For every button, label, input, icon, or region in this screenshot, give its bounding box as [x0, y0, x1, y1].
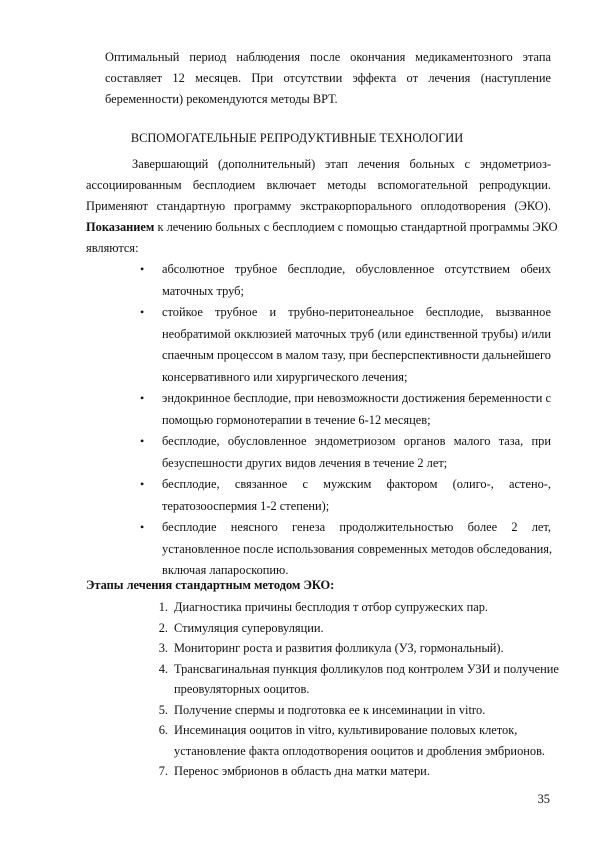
bullet-dot: • — [140, 520, 145, 534]
stage-item-line: Стимуляция суперовуляции. — [174, 620, 324, 635]
stage-item-line: Перенос эмбрионов в область дна матки матери. — [174, 764, 430, 778]
bullet-item-line: бесплодие, обусловленное эндометриозом органов малого таза, при — [162, 434, 551, 448]
paragraph-line: Оптимальный период наблюдения после окончания медикаментозного этапа — [105, 50, 551, 64]
bullet-item-line: спаечным процессом в малом тазу, при бесперспективности дальнейшего — [162, 348, 551, 362]
paragraph-line: составляет 12 месяцев. При отсутствии эффекта от лечения (наступление — [105, 71, 551, 85]
bullet-item-line: помощью гормонотерапии в течение 6-12 месяцев; — [162, 412, 431, 427]
section-heading: ВСПОМОГАТЕЛЬНЫЕ РЕПРОДУКТИВНЫЕ ТЕХНОЛОГИИ — [130, 131, 464, 145]
bullet-item-line: включая лапароскопию. — [162, 563, 289, 577]
paragraph-line: Завершающий (дополнительный) этап лечения больных с эндометриоз- — [132, 157, 551, 171]
bullet-item-line: абсолютное трубное бесплодие, обусловленное отсутствием обеих — [162, 262, 551, 276]
bullet-dot: • — [140, 477, 145, 491]
stage-number: 3. — [158, 641, 168, 655]
paragraph-line: ассоциированным бесплодием включает методы вспомогательной репродукции. — [86, 178, 551, 192]
stages-title-text: Этапы лечения стандартным методом ЭКО: — [86, 578, 335, 592]
bullet-item-line: тератозооспермия 1-2 степени); — [162, 498, 330, 513]
bold-term: Показанием — [86, 220, 155, 234]
stage-item-line: преовуляторных ооцитов. — [174, 682, 310, 696]
bullet-dot: • — [140, 262, 145, 276]
bullet-item-line: консервативного или хирургического лечения; — [162, 369, 408, 384]
stage-item-line: Получение спермы и подготовка ее к инсеминации in vitro. — [174, 702, 486, 717]
stage-number: 5. — [158, 702, 168, 717]
paragraph-line: Применяют стандартную программу экстракорпорального оплодотворения (ЭКО). — [86, 199, 551, 213]
stage-item-line: установление факта оплодотворения ооцитов и дробления эмбрионов. — [174, 743, 546, 758]
stage-item-line: Инсеминация ооцитов in vitro, культивирование половых клеток, — [174, 723, 518, 737]
bullet-dot: • — [140, 434, 145, 448]
bullet-item-line: бесплодие неясного генеза продолжительностью более 2 лет, — [162, 520, 551, 534]
bullet-item-line: маточных труб; — [162, 283, 244, 298]
stage-number: 1. — [158, 600, 168, 614]
bullet-dot: • — [140, 391, 145, 405]
bullet-item-line: безуспешности других видов лечения в течение 2 лет; — [162, 455, 448, 470]
stage-item-line: Мониторинг роста и развития фолликула (УЗ, гормональный). — [174, 641, 504, 655]
bullet-item-line: бесплодие, связанное с мужским фактором (олиго-, астено-, — [162, 477, 551, 491]
paragraph-line: беременности) рекомендуются методы ВРТ. — [105, 92, 338, 106]
paragraph-line: являются: — [86, 241, 139, 255]
stage-number: 4. — [158, 661, 168, 676]
bullet-item-line: необратимой окклюзией маточных труб (или единственной трубы) и/или — [162, 326, 551, 341]
bullet-dot: • — [140, 305, 145, 319]
stage-item-line: Трансвагинальная пункция фолликулов под контролем УЗИ и получение — [174, 661, 559, 676]
stage-item-line: Диагностика причины бесплодия т отбор супружеских пар. — [174, 600, 489, 614]
bullet-item-line: установленное после использования современных методов обследования, — [162, 541, 553, 556]
paragraph-text: к лечению больных с бесплодием с помощью стандартной программы ЭКО — [154, 220, 558, 234]
bullet-item-line: стойкое трубное и трубно-перитонеальное бесплодие, вызванное — [162, 305, 551, 319]
stages-title — [86, 578, 334, 593]
stage-number: 7. — [158, 764, 168, 778]
bullet-item-line: эндокринное бесплодие, при невозможности достижения беременности с — [162, 391, 551, 405]
page-number: 35 — [537, 792, 550, 806]
stage-number: 6. — [158, 723, 168, 737]
stage-number: 2. — [158, 620, 168, 635]
paragraph-line — [86, 220, 558, 235]
